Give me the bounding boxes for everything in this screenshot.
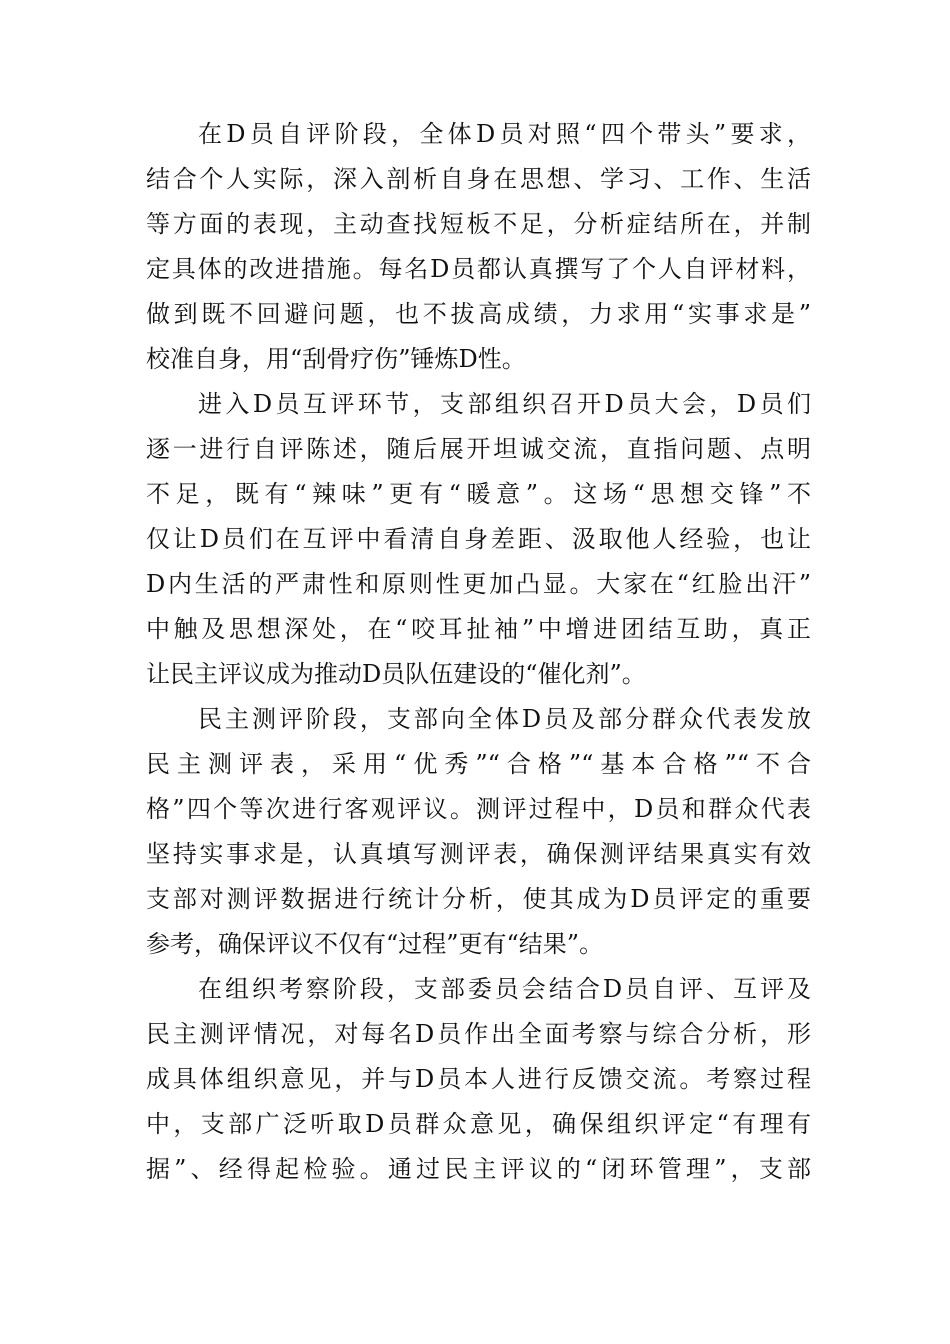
text-line: 据”、经得起检验。通过民主评议的“闭环管理”，支部 bbox=[146, 1155, 811, 1183]
text-line: 民主测评阶段，支部向全体D员及部分群众代表发放 bbox=[198, 705, 811, 733]
paragraph-self-evaluation bbox=[146, 112, 811, 382]
text-line: 仅让D员们在互评中看清自身差距、汲取他人经验，也让 bbox=[146, 525, 811, 553]
text-line: 校准自身，用“刮骨疗伤”锤炼D性。 bbox=[146, 345, 526, 373]
paragraph-organizational-review bbox=[146, 967, 811, 1192]
text-line: D内生活的严肃性和原则性更加凸显。大家在“红脸出汗” bbox=[146, 570, 811, 598]
text-line: 在D员自评阶段，全体D员对照“四个带头”要求， bbox=[198, 120, 811, 148]
text-line: 在组织考察阶段，支部委员会结合D员自评、互评及 bbox=[198, 975, 811, 1003]
text-line: 坚持实事求是，认真填写测评表，确保测评结果真实有效 bbox=[146, 840, 811, 868]
text-line: 成具体组织意见，并与D员本人进行反馈交流。考察过程 bbox=[146, 1065, 811, 1093]
text-line: 民主测评表，采用“优秀”“合格”“基本合格”“不合 bbox=[146, 750, 811, 778]
text-line: 参考，确保评议不仅有“过程”更有“结果”。 bbox=[146, 930, 604, 958]
text-line: 中触及思想深处，在“咬耳扯袖”中增进团结互助，真正 bbox=[146, 615, 811, 643]
text-line: 结合个人实际，深入剖析自身在思想、学习、工作、生活 bbox=[146, 165, 811, 193]
text-line: 不足，既有“辣味”更有“暖意”。这场“思想交锋”不 bbox=[146, 480, 811, 508]
text-line: 做到既不回避问题，也不拔高成绩，力求用“实事求是” bbox=[146, 300, 811, 328]
text-line: 等方面的表现，主动查找短板不足，分析症结所在，并制 bbox=[146, 210, 811, 238]
text-line: 格”四个等次进行客观评议。测评过程中，D员和群众代表 bbox=[146, 795, 811, 823]
text-line: 民主测评情况，对每名D员作出全面考察与综合分析，形 bbox=[146, 1020, 811, 1048]
text-line: 进入D员互评环节，支部组织召开D员大会，D员们 bbox=[198, 390, 811, 418]
text-line: 逐一进行自评陈述，随后展开坦诚交流，直指问题、点明 bbox=[146, 435, 811, 463]
paragraph-democratic-assessment bbox=[146, 697, 811, 967]
text-line: 定具体的改进措施。每名D员都认真撰写了个人自评材料， bbox=[146, 255, 811, 283]
document-page bbox=[146, 112, 811, 1192]
paragraph-mutual-evaluation bbox=[146, 382, 811, 697]
text-line: 让民主评议成为推动D员队伍建设的“催化剂”。 bbox=[146, 660, 646, 688]
text-line: 支部对测评数据进行统计分析，使其成为D员评定的重要 bbox=[146, 885, 811, 913]
text-line: 中，支部广泛听取D员群众意见，确保组织评定“有理有 bbox=[146, 1110, 811, 1138]
